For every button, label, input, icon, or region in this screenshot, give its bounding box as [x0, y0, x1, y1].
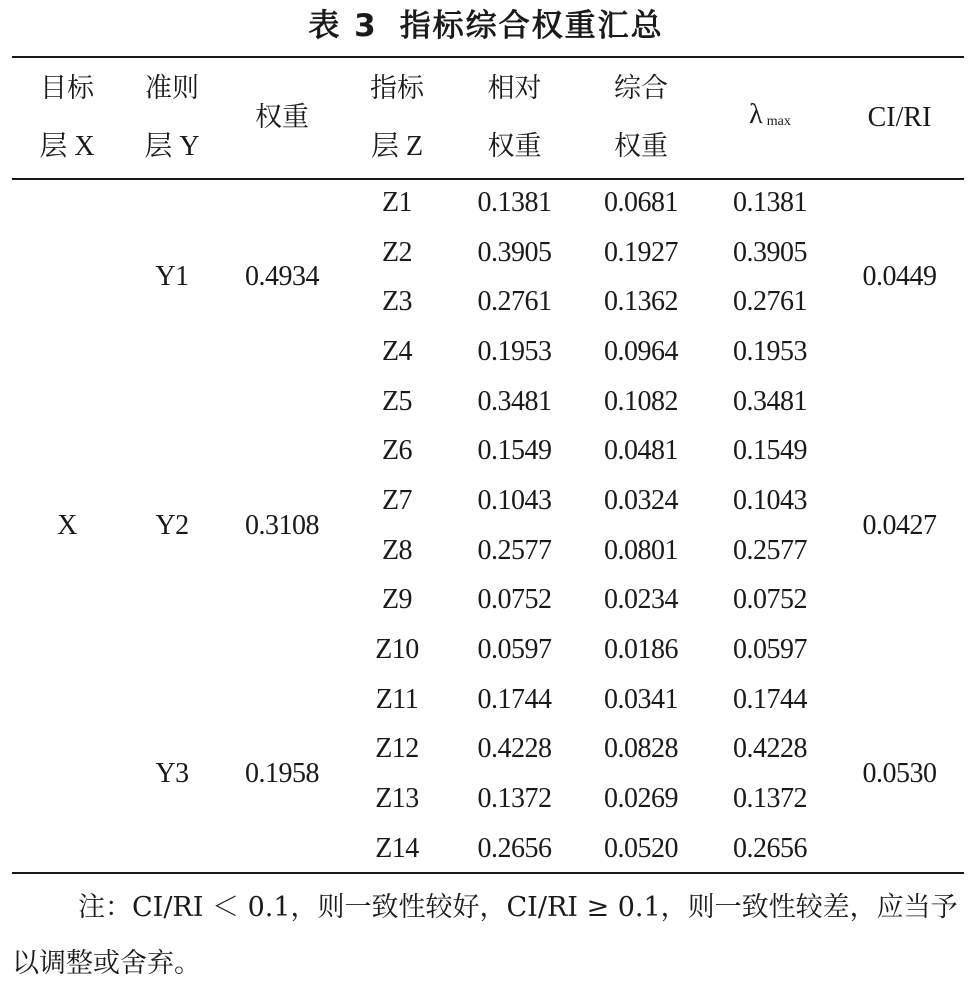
cell-indicator: Z9 — [381, 584, 413, 616]
cell-indicator: Z13 — [375, 783, 419, 815]
cell-indicator: Z3 — [381, 286, 413, 318]
cell-lambda-max: 0.2577 — [733, 534, 807, 566]
cell-indicator: Z1 — [381, 186, 413, 218]
cell-ci-ri: 0.0449 — [862, 261, 937, 293]
cell-relative-weight: 0.2761 — [477, 286, 552, 318]
cell-lambda-max: 0.1381 — [733, 186, 807, 218]
cell-combined-weight: 0.0186 — [604, 634, 678, 666]
cell-weight: 0.4934 — [245, 261, 319, 293]
cell-combined-weight: 0.0681 — [604, 186, 678, 218]
header-row — [12, 58, 964, 178]
cell-relative-weight: 0.2656 — [477, 832, 552, 864]
table-body — [12, 178, 964, 874]
cell-combined-weight: 0.1362 — [604, 286, 678, 318]
cell-indicator: Z12 — [375, 733, 419, 765]
cell-combined-weight: 0.0801 — [604, 534, 678, 566]
cell-target: X — [57, 509, 77, 541]
cell-lambda-max: 0.3905 — [733, 236, 807, 268]
table-caption: 指标综合权重汇总 — [399, 8, 664, 44]
cell-relative-weight: 0.3481 — [477, 385, 552, 417]
cell-indicator: Z4 — [381, 335, 413, 367]
table-number: 表 3 — [308, 8, 378, 44]
cell-relative-weight: 0.0752 — [477, 584, 552, 616]
cell-weight: 0.3108 — [245, 509, 319, 541]
header-criterion-layer: 准则 层 Y — [144, 73, 200, 162]
cell-combined-weight: 0.0964 — [604, 335, 678, 367]
cell-lambda-max: 0.1953 — [733, 335, 807, 367]
cell-combined-weight: 0.0828 — [604, 733, 678, 765]
header-combined-weight: 综合 权重 — [614, 73, 668, 162]
cell-criterion: Y2 — [155, 509, 189, 541]
cell-indicator: Z11 — [375, 683, 419, 715]
cell-combined-weight: 0.0520 — [604, 832, 678, 864]
cell-relative-weight: 0.1043 — [477, 484, 552, 516]
cell-combined-weight: 0.0481 — [604, 435, 678, 467]
header-indicator-layer: 指标 层 Z — [370, 73, 424, 162]
cell-relative-weight: 0.1549 — [477, 435, 552, 467]
cell-lambda-max: 0.2656 — [733, 832, 807, 864]
table-row — [12, 178, 964, 228]
cell-relative-weight: 0.1953 — [477, 335, 552, 367]
cell-relative-weight: 0.1372 — [477, 783, 552, 815]
table-row — [12, 377, 964, 427]
cell-relative-weight: 0.0597 — [477, 634, 552, 666]
cell-indicator: Z8 — [381, 534, 413, 566]
cell-criterion: Y3 — [155, 758, 189, 790]
cell-relative-weight: 0.1744 — [477, 683, 552, 715]
cell-lambda-max: 0.2761 — [733, 286, 807, 318]
cell-indicator: Z2 — [381, 236, 413, 268]
header-weight: 权重 — [255, 102, 309, 133]
cell-indicator: Z14 — [375, 832, 419, 864]
cell-criterion: Y1 — [155, 261, 189, 293]
cell-relative-weight: 0.3905 — [477, 236, 552, 268]
cell-relative-weight: 0.4228 — [477, 733, 552, 765]
weights-table — [12, 58, 964, 874]
cell-combined-weight: 0.0234 — [604, 584, 678, 616]
header-lambda-max: λ $_{max}$ — [749, 98, 791, 130]
cell-indicator: Z7 — [381, 484, 413, 516]
cell-indicator: Z10 — [375, 634, 419, 666]
header-target-layer: 目标 层 X — [39, 73, 95, 162]
cell-relative-weight: 0.2577 — [477, 534, 552, 566]
cell-ci-ri: 0.0427 — [862, 509, 937, 541]
header-ci-ri: CI/RI — [867, 102, 932, 133]
cell-combined-weight: 0.1082 — [604, 385, 678, 417]
table-note: 注：CI/RI ＜ 0.1，则一致性较好，CI/RI ≥ 0.1，则一致性较差，应当予以调整或舍弃。 — [12, 892, 958, 979]
cell-lambda-max: 0.4228 — [733, 733, 807, 765]
cell-weight: 0.1958 — [245, 758, 319, 790]
cell-lambda-max: 0.1372 — [733, 783, 807, 815]
table-title — [0, 4, 972, 48]
cell-ci-ri: 0.0530 — [862, 758, 937, 790]
cell-lambda-max: 0.1744 — [733, 683, 807, 715]
cell-lambda-max: 0.0597 — [733, 634, 807, 666]
header-relative-weight: 相对 权重 — [487, 73, 542, 162]
cell-combined-weight: 0.1927 — [604, 236, 678, 268]
cell-indicator: Z6 — [381, 435, 413, 467]
cell-lambda-max: 0.1549 — [733, 435, 807, 467]
cell-combined-weight: 0.0324 — [604, 484, 678, 516]
cell-lambda-max: 0.0752 — [733, 584, 807, 616]
cell-lambda-max: 0.1043 — [733, 484, 807, 516]
cell-combined-weight: 0.0341 — [604, 683, 678, 715]
cell-indicator: Z5 — [381, 385, 413, 417]
table-row — [12, 675, 964, 725]
cell-combined-weight: 0.0269 — [604, 783, 678, 815]
cell-lambda-max: 0.3481 — [733, 385, 807, 417]
cell-relative-weight: 0.1381 — [477, 186, 552, 218]
